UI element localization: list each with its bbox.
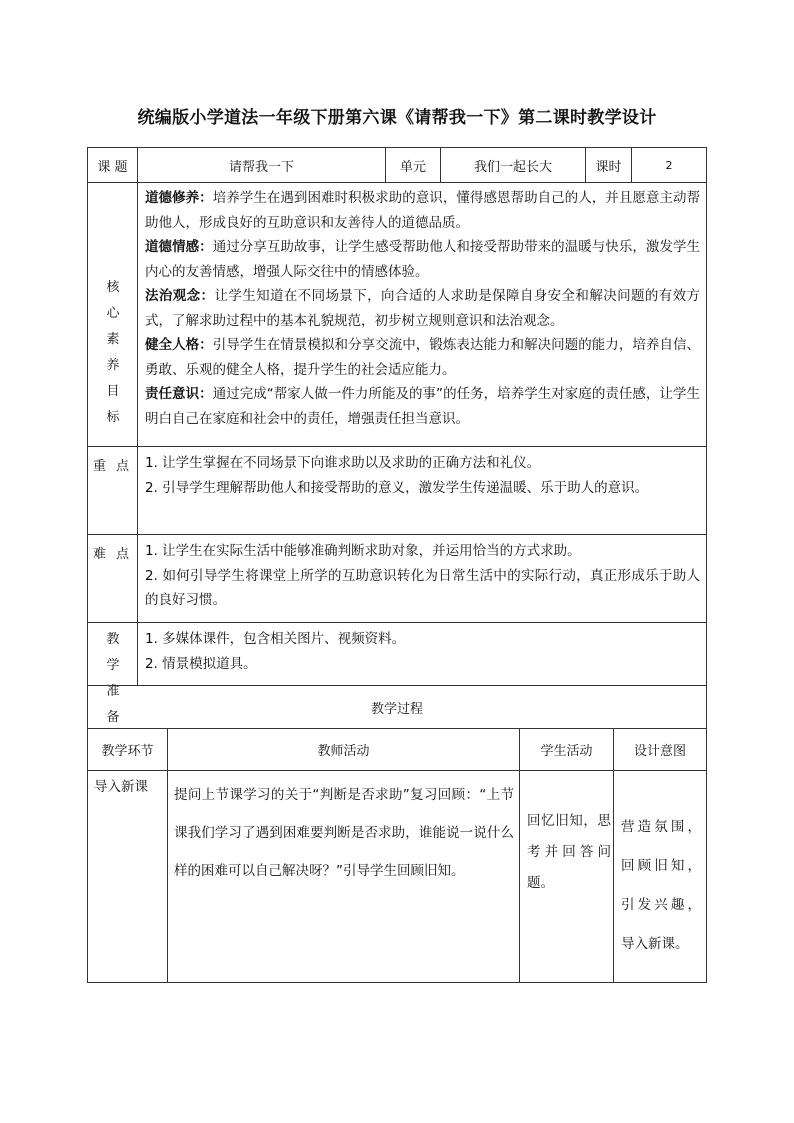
divider — [87, 446, 707, 447]
goals-content — [145, 186, 700, 431]
column-header: 教师活动 — [317, 744, 370, 759]
preparation-content — [145, 627, 700, 676]
list-item: 1. 让学生在实际生活中能够准确判断求助对象，并运用恰当的方式求助。 — [145, 543, 581, 559]
divider — [87, 182, 707, 183]
list-item: 2. 情景模拟道具。 — [145, 655, 257, 672]
column-header: 学生活动 — [540, 744, 593, 759]
course-label: 课 题 — [97, 159, 128, 175]
goals-label: 核 心 素 养 目 标 — [106, 280, 126, 425]
key-points-label: 重 点 — [92, 458, 133, 474]
unit-value: 我们一起长大 — [473, 159, 552, 175]
divider — [87, 622, 707, 623]
stage-cell: 导入新课 — [94, 779, 148, 795]
list-item: 1. 多媒体课件，包含相关图片、视频资料。 — [145, 631, 406, 647]
student-activity-cell: 回忆旧知，思考并回答问题。 — [527, 813, 611, 891]
unit-label: 单元 — [399, 159, 426, 175]
list-item: 1. 让学生掌握在不同场景下向谁求助以及求助的正确方法和礼仪。 — [145, 455, 541, 471]
teacher-activity-cell: 提问上节课学习的关于“判断是否求助”复习回顾：“上节课我们学习了遇到困难要判断是否求助，谁能说一说什么样的困难可以自己解决呀？”引导学生回顾旧知。 — [174, 787, 514, 879]
preparation-label: 教 学 准 备 — [106, 632, 126, 725]
goal-item: 道德情感：通过分享互助故事，让学生感受帮助他人和接受帮助带来的温暖与快乐，激发学生内心的友善情感，增强人际交往中的情感体验。 — [145, 239, 701, 280]
goal-item: 健全人格：引导学生在情景模拟和分享交流中，锻炼表达能力和解决问题的能力，培养自信、勇敢、乐观的健全人格，提升学生的社会适应能力。 — [145, 337, 701, 378]
divider — [87, 770, 707, 771]
list-item: 2. 如何引导学生将课堂上所学的互助意识转化为日常生活中的实际行动，真正形成乐于助人的良好习惯。 — [145, 567, 700, 608]
goal-item: 责任意识：通过完成“帮家人做一件力所能及的事”的任务，培养学生对家庭的责任感，让学生明白自己在家庭和社会中的责任，增强责任担当意识。 — [145, 386, 701, 427]
difficult-points-label: 难 点 — [92, 546, 133, 562]
column-header: 设计意图 — [633, 744, 686, 759]
course-value: 请帮我一下 — [228, 159, 294, 175]
hours-value: 2 — [665, 158, 673, 172]
difficult-points-content — [145, 539, 700, 613]
goal-item: 道德修养：培养学生在遇到困难时积极求助的意识，懂得感恩帮助自己的人，并且愿意主动帮助他人，形成良好的互助意识和友善待人的道德品质。 — [145, 190, 701, 231]
page-title: 统编版小学道法一年级下册第六课《请帮我一下》第二课时教学设计 — [137, 108, 657, 128]
process-title: 教学过程 — [370, 701, 423, 717]
column-header: 教学环节 — [101, 744, 154, 759]
divider — [87, 534, 707, 535]
list-item: 2. 引导学生理解帮助他人和接受帮助的意义，激发学生传递温暖、乐于助人的意识。 — [145, 479, 649, 496]
design-intent-cell: 营造氛围，回顾旧知，引发兴趣，导入新课。 — [621, 819, 701, 952]
hours-label: 课时 — [595, 159, 622, 175]
key-points-content — [145, 451, 700, 500]
goal-item: 法治观念：让学生知道在不同场景下，向合适的人求助是保障自身安全和解决问题的有效方式，了解求助过程中的基本礼貌规范，初步树立规则意识和法治观念。 — [145, 288, 701, 329]
